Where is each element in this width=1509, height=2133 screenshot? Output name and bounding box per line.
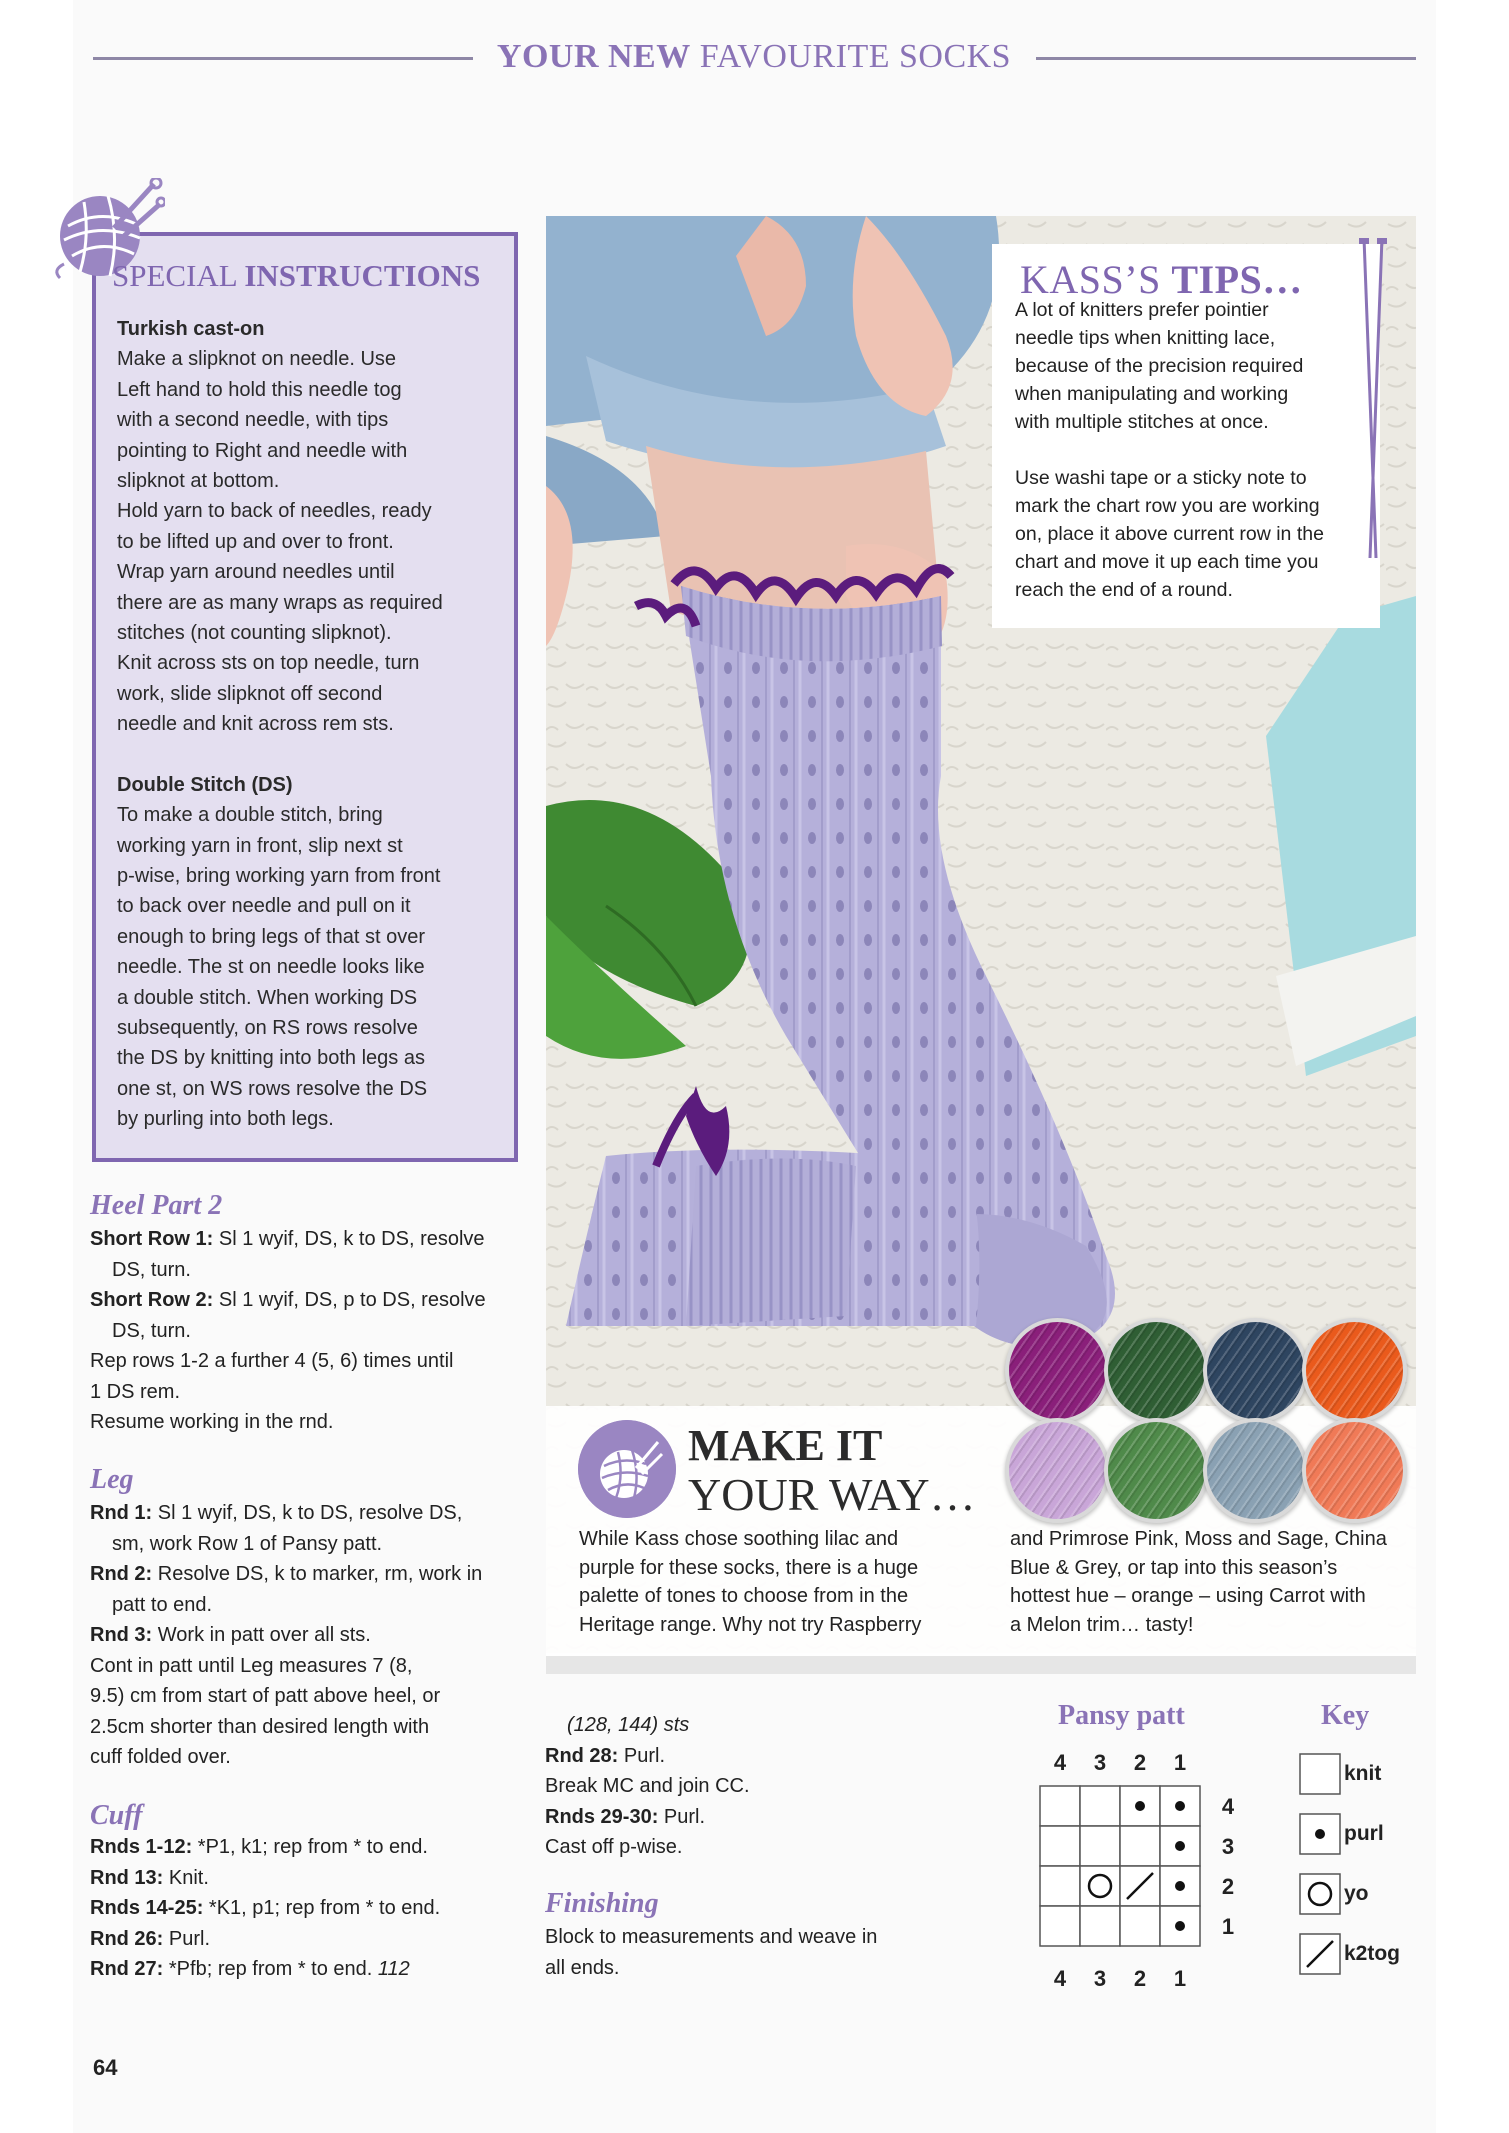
leg-line: 9.5) cm from start of patt above heel, or [90,1685,441,1707]
instruction-line: the DS by knitting into both legs as [117,1047,425,1070]
chart-cell [1040,1866,1080,1906]
chart-row-number: 2 [1221,1874,1235,1899]
yarn-swatch [1104,1318,1209,1423]
row-label: Rnd 28: [545,1744,619,1767]
yarn-ball-icon [578,1420,676,1518]
key-swatch [1300,1874,1340,1914]
tip-line: needle tips when knitting lace, [1015,327,1276,349]
chart-row-number: 3 [1221,1834,1235,1859]
header-rule-right [1036,57,1416,60]
instruction-line: stitches (not counting slipknot). [117,622,392,645]
chart-column-number: 2 [1133,1750,1147,1775]
instruction-line: slipknot at bottom. [117,470,280,493]
make-it-col1 [579,1525,964,1639]
row-label: Rnd 1: [90,1502,153,1524]
yarn-swatch [1302,1418,1407,1523]
chart-row-number: 4 [1221,1794,1235,1819]
heel-line: Rep rows 1-2 a further 4 (5, 6) times until [90,1350,454,1372]
instruction-line: one st, on WS rows resolve the DS [117,1077,428,1100]
heel-line: 1 DS rem. [90,1380,181,1403]
heel-row-cont: DS, turn. [112,1258,191,1281]
heel-line: Resume working in the rnd. [90,1411,334,1433]
chart-column-number: 2 [1133,1966,1147,1991]
instruction-line: pointing to Right and needle with [117,439,408,462]
special-instructions-title: SPECIAL INSTRUCTIONS [112,258,481,293]
make-it-col2 [1010,1525,1420,1639]
cuff-row: Rnd 26: Purl. [90,1927,211,1950]
key-label: purl [1344,1822,1384,1845]
make-it-title-line2: YOUR WAY… [688,1469,976,1520]
instruction-line: Knit across sts on top needle, turn [117,652,420,675]
special-instructions-body [117,314,502,1135]
tip-line: because of the precision required [1015,355,1304,377]
row-label: Rnd 3: [90,1624,153,1646]
row-label: Rnd 2: [90,1563,153,1585]
chart-cell [1040,1906,1080,1946]
cuff-row: Rnds 14-25: *K1, p1; rep from * to end. [90,1897,441,1919]
purl-symbol [1175,1881,1185,1891]
row-label: Rnds 14-25: [90,1897,204,1919]
chart-row-number: 1 [1221,1914,1235,1939]
leg-row-cont: sm, work Row 1 of Pansy patt. [112,1532,383,1555]
instruction-heading: Double Stitch (DS) [117,773,293,796]
instruction-heading: Turkish cast-on [117,318,265,340]
leg-row: Rnd 2: Resolve DS, k to marker, rm, work in [90,1563,483,1585]
make-it-line: palette of tones to choose from in the [579,1585,909,1607]
chart-cell [1120,1826,1160,1866]
leg-instructions [90,1498,530,1773]
chart-column-number: 1 [1173,1750,1187,1775]
key-label: k2tog [1344,1942,1401,1965]
cuff-row: Cast off p-wise. [545,1836,683,1858]
stitch-count: 112 [377,1958,410,1980]
tips-title: KASS’S TIPS… [1020,257,1303,302]
row-label: Short Row 1: [90,1228,214,1250]
make-it-line: hottest hue – orange – using Carrot with [1010,1585,1366,1607]
heel-heading: Heel Part 2 [90,1190,223,1221]
finishing-line: Block to measurements and weave in [545,1926,878,1948]
tip-line: when manipulating and working [1015,383,1289,405]
yarn-swatch [1104,1418,1209,1523]
chart-cell [1080,1906,1120,1946]
yarn-swatch [1005,1418,1110,1523]
key-title: Key [1321,1700,1370,1731]
key-label: yo [1344,1882,1369,1905]
instruction-line: work, slide slipknot off second [117,682,383,705]
cuff-continued [545,1710,965,1863]
cuff-row: Rnd 28: Purl. [545,1744,666,1767]
yarn-swatch [1302,1318,1407,1423]
tip-line: A lot of knitters prefer pointier [1015,299,1269,321]
cuff-row: Rnd 13: Knit. [90,1866,209,1889]
tip-line: on, place it above current row in the [1015,523,1324,545]
heel-row-cont: DS, turn. [112,1319,191,1342]
make-it-line: While Kass chose soothing lilac and [579,1528,899,1550]
instruction-line: p-wise, bring working yarn from front [117,864,441,887]
heel-instructions [90,1224,530,1438]
instruction-line: Make a slipknot on needle. Use [117,348,397,371]
yarn-swatch [1203,1418,1308,1523]
tips-body [1015,296,1367,604]
chart-cell [1080,1866,1120,1906]
chart-cell [1080,1826,1120,1866]
instruction-line: to be lifted up and over to front. [117,530,394,553]
leg-line: cuff folded over. [90,1746,231,1768]
stitch-count-cont: (128, 144) sts [567,1714,690,1736]
divider-strip [546,1656,1416,1674]
instruction-line: with a second needle, with tips [117,409,389,432]
cuff-row: Rnd 27: *Pfb; rep from * to end. 112 [90,1958,410,1980]
purl-symbol [1315,1829,1325,1839]
row-label: Rnd 13: [90,1866,164,1889]
tip-line: mark the chart row you are working [1015,495,1320,517]
finishing-heading: Finishing [545,1888,659,1919]
instruction-line: needle and knit across rem sts. [117,713,394,736]
instruction-line: by purling into both legs. [117,1108,334,1131]
instruction-line: Hold yarn to back of needles, ready [117,500,432,523]
chart-cell [1040,1826,1080,1866]
make-it-line: purple for these socks, there is a huge [579,1556,919,1579]
cuff-row: Break MC and join CC. [545,1775,750,1797]
cuff-row: Rnds 1-12: *P1, k1; rep from * to end. [90,1836,428,1858]
row-label: Rnds 1-12: [90,1836,193,1858]
chart-cell [1040,1786,1080,1826]
purl-symbol [1175,1921,1185,1931]
tip-line: reach the end of a round. [1015,579,1233,601]
pansy-chart [1030,1740,1260,2010]
chart-title: Pansy patt [1058,1700,1185,1731]
chart-column-number: 4 [1053,1750,1067,1775]
heel-row: Short Row 2: Sl 1 wyif, DS, p to DS, resolve [90,1289,486,1311]
finishing-line: all ends. [545,1956,620,1979]
make-it-line: and Primrose Pink, Moss and Sage, China [1010,1528,1387,1550]
leg-row-cont: patt to end. [112,1593,213,1616]
leg-heading: Leg [90,1464,134,1495]
chart-column-number: 4 [1053,1966,1067,1991]
instruction-line: Wrap yarn around needles until [117,561,395,584]
leg-row: Rnd 1: Sl 1 wyif, DS, k to DS, resolve DS, [90,1502,463,1524]
tip-line: chart and move it up each time you [1015,551,1319,573]
instruction-line: working yarn in front, slip next st [117,834,403,857]
leg-line: 2.5cm shorter than desired length with [90,1715,430,1738]
row-label: Rnd 26: [90,1927,164,1950]
cuff-heading: Cuff [90,1800,143,1831]
purl-symbol [1175,1801,1185,1811]
make-it-title-line1: MAKE IT [688,1421,883,1470]
purl-symbol [1135,1801,1145,1811]
make-it-line: a Melon trim… tasty! [1010,1613,1194,1636]
header-rule-left [93,57,473,60]
tip-line: Use washi tape or a sticky note to [1015,467,1307,489]
yarn-swatch [1203,1318,1308,1423]
cuff-instructions [90,1832,530,1985]
key-label: knit [1344,1762,1382,1785]
yarn-swatch [1005,1318,1110,1423]
instruction-line: a double stitch. When working DS [117,986,418,1009]
chart-column-number: 3 [1093,1750,1107,1775]
finishing-text [545,1922,965,1983]
row-label: Short Row 2: [90,1289,214,1311]
leg-row: Rnd 3: Work in patt over all sts. [90,1624,371,1646]
key-swatch [1300,1754,1340,1794]
instruction-line: there are as many wraps as required [117,591,443,614]
instruction-line: To make a double stitch, bring [117,804,383,827]
spacer [117,740,502,770]
instruction-line: needle. The st on needle looks like [117,956,425,979]
page-number: 64 [93,2055,118,2080]
cuff-row: Rnds 29-30: Purl. [545,1805,706,1828]
chart-column-number: 1 [1173,1966,1187,1991]
chart-cell [1080,1786,1120,1826]
tip-line: with multiple stitches at once. [1015,411,1269,433]
row-label: Rnd 27: [90,1958,164,1980]
instruction-line: Left hand to hold this needle tog [117,378,402,401]
make-it-line: Heritage range. Why not try Raspberry [579,1613,922,1636]
instruction-line: to back over needle and pull on it [117,895,411,918]
row-label: Rnds 29-30: [545,1805,659,1828]
instruction-line: enough to bring legs of that st over [117,925,425,948]
instruction-line: subsequently, on RS rows resolve [117,1016,418,1039]
leg-line: Cont in patt until Leg measures 7 (8, [90,1654,413,1677]
chart-column-number: 3 [1093,1966,1107,1991]
purl-symbol [1175,1841,1185,1851]
heel-row: Short Row 1: Sl 1 wyif, DS, k to DS, resolve [90,1228,485,1250]
make-it-line: Blue & Grey, or tap into this season’s [1010,1556,1338,1579]
chart-cell [1120,1906,1160,1946]
page-header-title: YOUR NEW FAVOURITE SOCKS [496,38,1012,75]
